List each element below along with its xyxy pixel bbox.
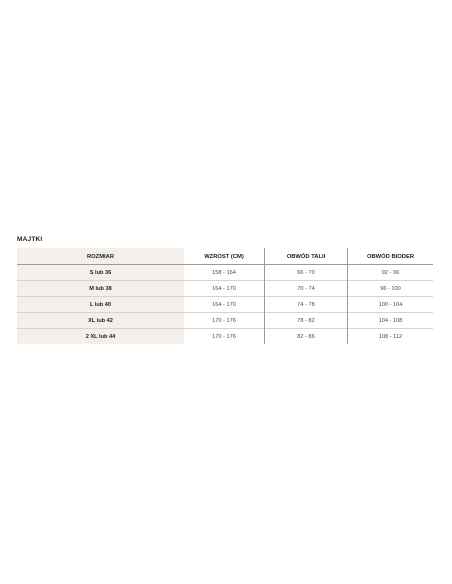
row-4-waist: 78 - 82 (297, 318, 315, 324)
header-waist: OBWÓD TALII (286, 253, 326, 260)
row-1-size: S lub 36 (17, 265, 184, 281)
row-2-waist: 70 - 74 (297, 286, 315, 292)
header-size: ROZMIAR (17, 248, 184, 265)
header-hips: OBWÓD BIODER (366, 253, 415, 260)
row-1-waist: 66 - 70 (297, 270, 315, 276)
row-2-size: M lub 38 (17, 281, 184, 297)
row-divider (17, 328, 433, 329)
row-3-size: L lub 40 (17, 297, 184, 313)
row-2-height: 164 - 170 (212, 286, 236, 292)
column-divider (347, 248, 348, 344)
row-2-hips: 96 - 100 (380, 286, 401, 292)
section-title: MAJTKI (17, 236, 43, 243)
row-5-hips: 108 - 112 (378, 333, 403, 340)
row-3-height: 164 - 170 (212, 302, 236, 308)
row-1-height: 158 - 164 (212, 270, 236, 276)
row-divider (17, 296, 433, 297)
row-4-height: 170 - 176 (212, 318, 236, 324)
row-4-size: XL lub 42 (17, 313, 184, 329)
row-divider (17, 312, 433, 313)
row-1-hips: 92 - 96 (381, 270, 400, 276)
row-divider (17, 280, 433, 281)
row-5-height: 170 - 176 (212, 333, 236, 340)
row-3-hips: 100 - 104 (378, 302, 403, 308)
header-height: WZROST (CM) (204, 253, 244, 260)
row-3-waist: 74 - 78 (297, 302, 315, 308)
row-5-size: 2 XL lub 44 (17, 329, 184, 344)
header-divider (17, 264, 433, 265)
row-4-hips: 104 - 108 (378, 318, 403, 324)
column-divider (264, 248, 265, 344)
size-table (17, 248, 433, 344)
row-5-waist: 82 - 86 (297, 333, 315, 340)
